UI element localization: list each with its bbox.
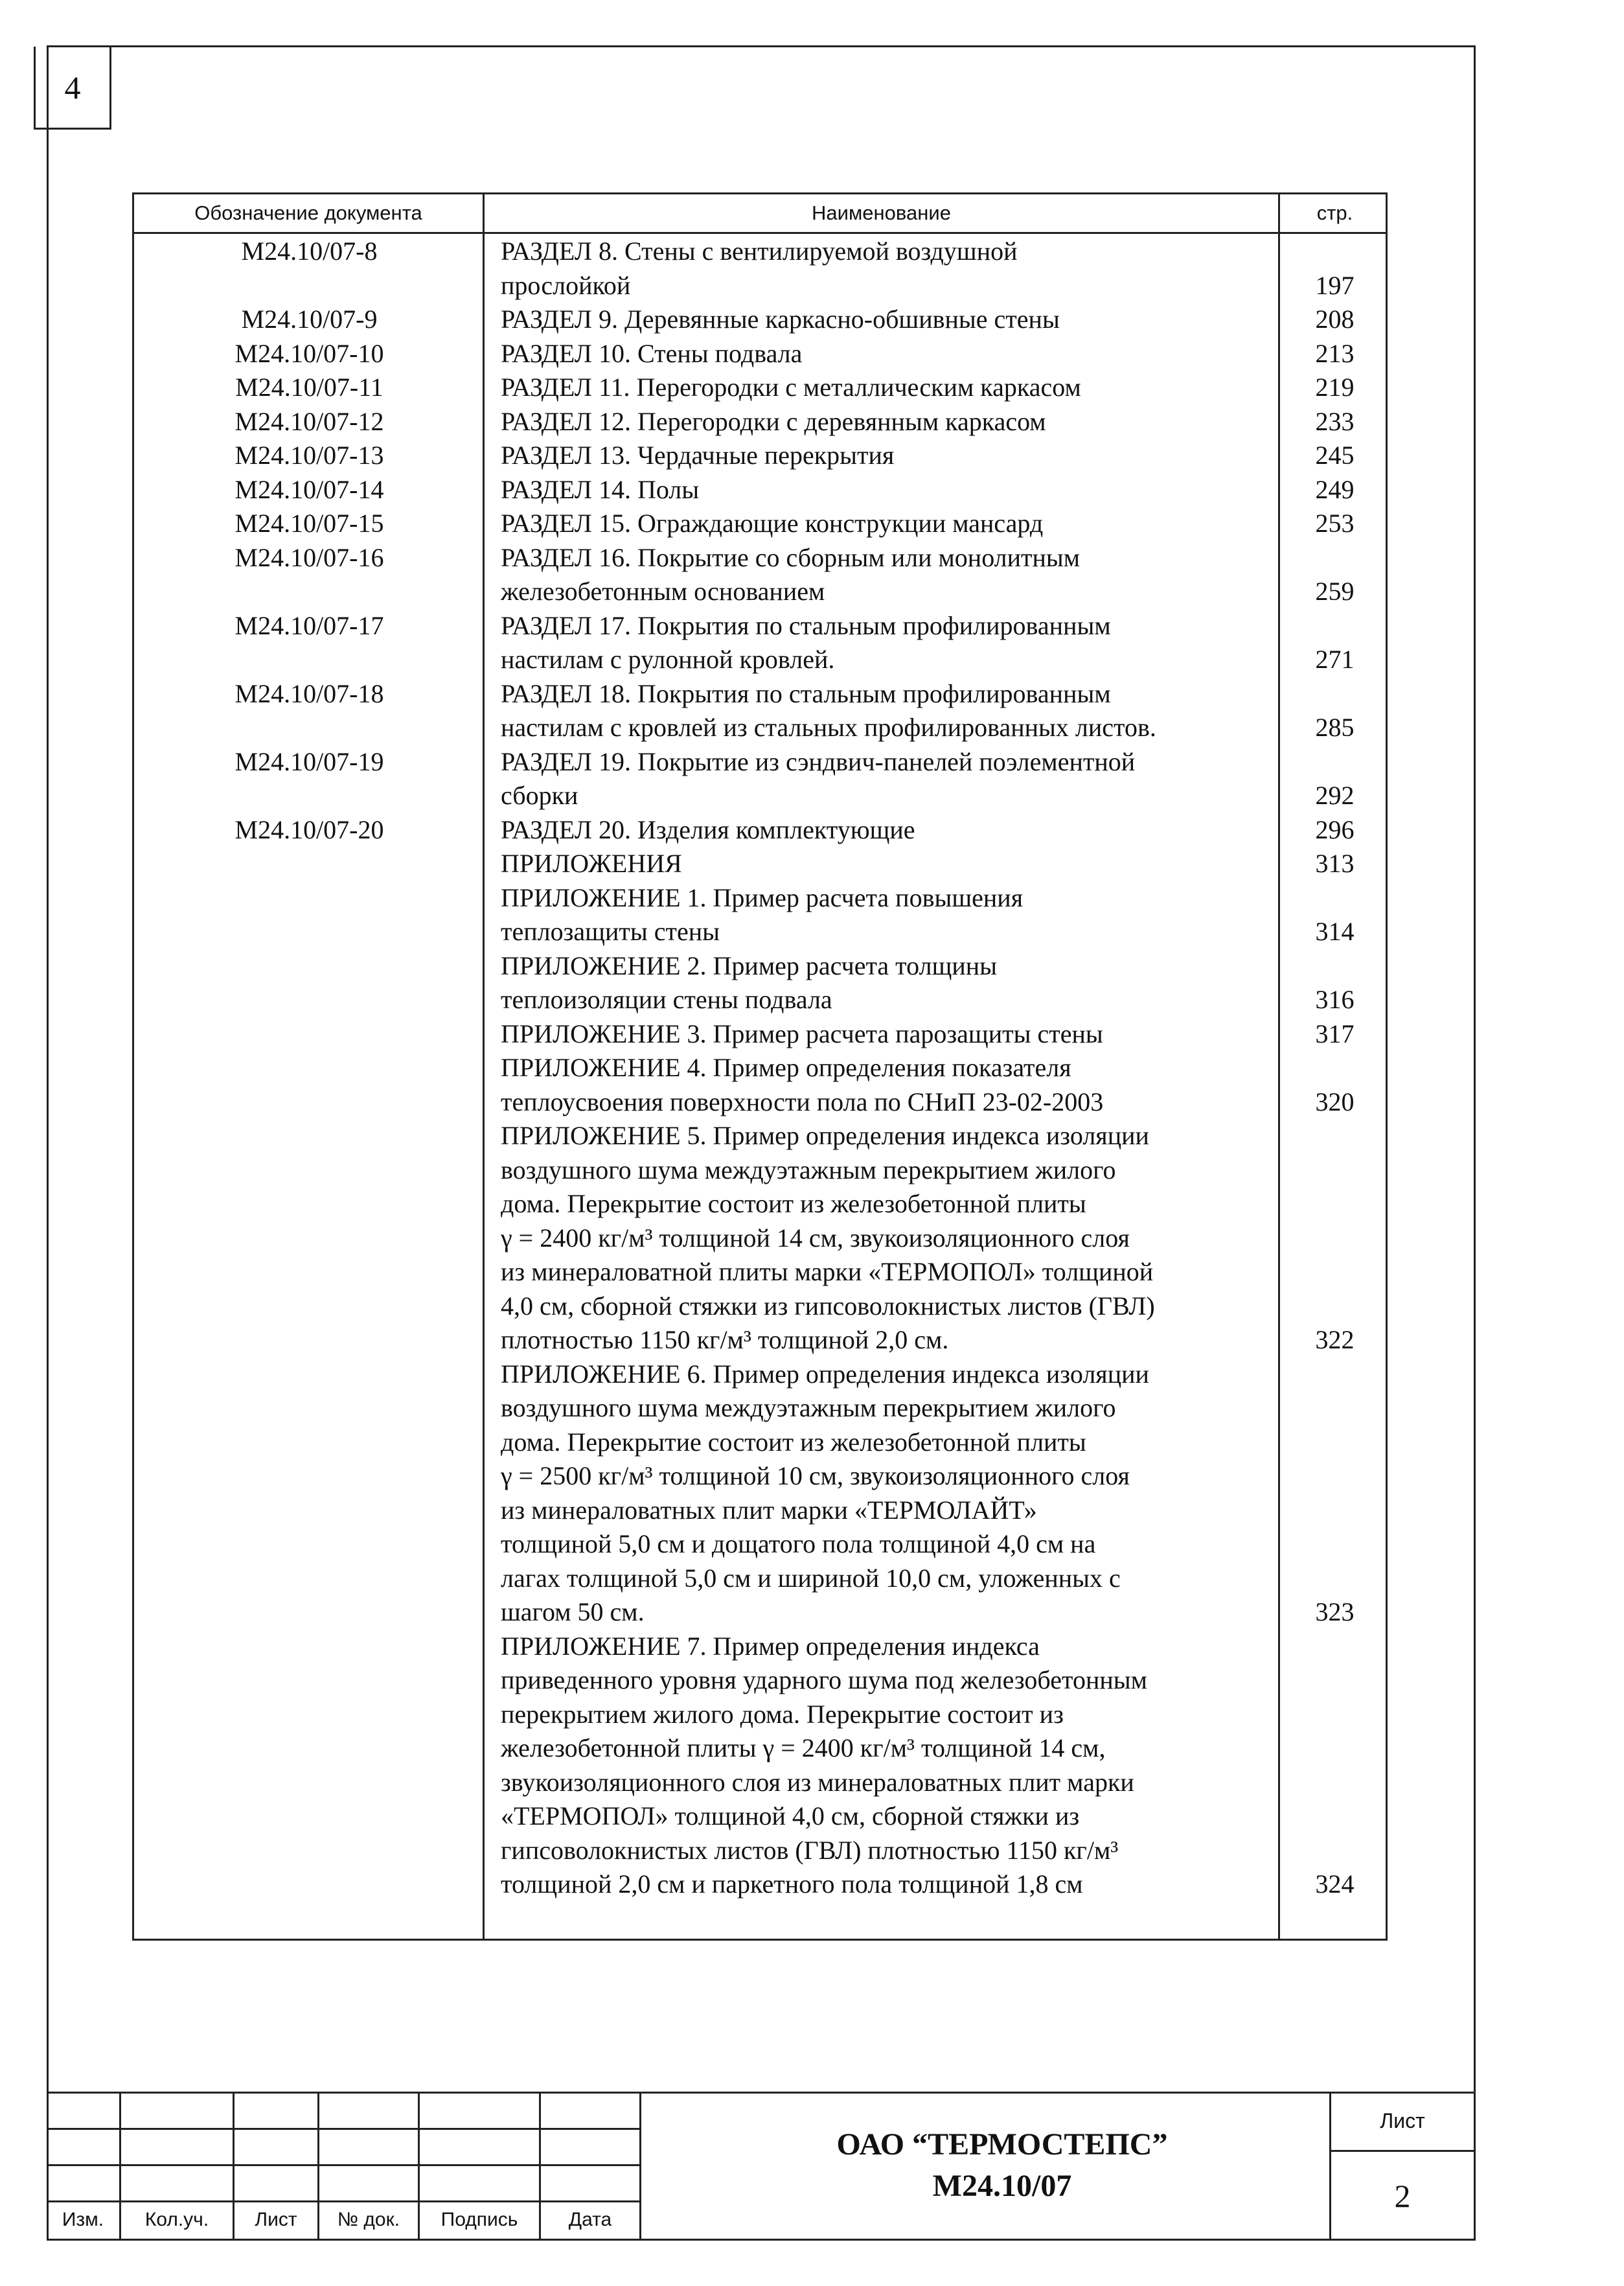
document-code-cell [134,1119,485,1357]
document-code-cell: М24.10/07-11 [235,373,383,402]
page-number-cell: 259 [1315,577,1355,606]
document-code-cell: М24.10/07-18 [234,678,384,708]
table-row [134,609,1390,677]
table-row [134,1357,1390,1630]
table-row [134,405,1390,439]
table-row [134,813,1390,848]
sheet-label: Лист [1380,2108,1425,2132]
page-number-cell: 320 [1315,1087,1355,1116]
organization-title [639,2124,1365,2207]
table-row [134,507,1390,541]
title-block-rule [47,2092,1476,2094]
document-code-cell [134,1357,485,1630]
table-row [134,371,1390,405]
table-row [134,847,1390,881]
document-code-cell: М24.10/07-13 [234,441,384,470]
table-row [134,541,1390,609]
document-code-cell [134,1017,485,1052]
title-block [47,2092,1476,2241]
sheet-number: 2 [1394,2178,1411,2214]
section-name-cell: ПРИЛОЖЕНИЯ [501,849,682,878]
page-number-cell: 285 [1315,713,1355,742]
page-number-cell: 197 [1315,270,1355,300]
header-divider [134,232,1386,234]
label-signature: Подпись [440,2209,518,2230]
page-number-cell: 317 [1315,1019,1355,1048]
section-name-cell: РАЗДЕЛ 17. Покрытия по стальным профилированным настилам с рулонной кровлей. [501,610,1111,674]
document-code-cell: М24.10/07-17 [234,610,384,640]
page-number-cell: 316 [1315,985,1355,1014]
section-name-cell: РАЗДЕЛ 11. Перегородки с металлическим каркасом [501,373,1081,402]
section-name-cell: ПРИЛОЖЕНИЕ 5. Пример определения индекса изоляции воздушного шума междуэтажным перекрытием жилого дома. Перекрытие состоит из железобетонной плиты γ = 2400 кг/м³ толщиной 14 см, звукоизоляционного слоя из минераловатной плиты марки «ТЕРМОПОЛ» толщиной 4,0 см, сборной стяжки из гипсоволокнистых листов (ГВЛ) плотностью 1150 кг/м³ толщиной 2,0 см. [501,1121,1155,1354]
table-row [134,439,1390,473]
table-row [134,1017,1390,1052]
section-name-cell: РАЗДЕЛ 19. Покрытие из сэндвич-панелей поэлементной сборки [501,746,1136,810]
table-row [134,949,1390,1017]
section-name-cell: ПРИЛОЖЕНИЕ 2. Пример расчета толщины теплоизоляции стены подвала [501,951,998,1014]
document-code-cell [134,949,485,1017]
organization-name: ОАО “ТЕРМОСТЕПС” [836,2127,1168,2162]
page-number-cell: 208 [1315,305,1355,334]
header-name: Наименование [812,202,951,224]
header-page: стр. [1316,202,1353,224]
page-number-cell: 253 [1315,509,1355,538]
table-row [134,1119,1390,1357]
section-name-cell: ПРИЛОЖЕНИЕ 1. Пример расчета повышения теплозащиты стены [501,883,1024,946]
section-name-cell: РАЗДЕЛ 8. Стены с вентилируемой воздушной прослойкой [501,237,1018,300]
document-code-cell [134,1051,485,1119]
document-code-cell: М24.10/07-19 [234,746,384,776]
document-code-cell: М24.10/07-14 [234,474,384,504]
page-number-cell: 323 [1315,1597,1355,1626]
page-number-cell: 219 [1315,373,1355,402]
section-name-cell: РАЗДЕЛ 9. Деревянные каркасно-обшивные стены [501,305,1060,334]
table-row [134,235,1390,303]
table-row [134,1630,1390,1902]
document-code-cell [134,881,485,949]
section-name-cell: РАЗДЕЛ 10. Стены подвала [501,338,803,368]
document-code: М24.10/07 [932,2169,1072,2203]
section-name-cell: РАЗДЕЛ 16. Покрытие со сборным или монолитным железобетонным основанием [501,542,1081,606]
document-code-cell: М24.10/07-9 [241,305,378,334]
header-designation: Обозначение документа [194,202,422,224]
page-number-cell: 249 [1315,474,1355,504]
table-row [134,677,1390,745]
document-code-cell: М24.10/07-20 [234,814,384,844]
page-number-cell: 245 [1315,441,1355,470]
section-name-cell: ПРИЛОЖЕНИЕ 3. Пример расчета парозащиты стены [501,1019,1103,1048]
label-sheet: Лист [255,2209,297,2230]
section-name-cell: РАЗДЕЛ 12. Перегородки с деревянным каркасом [501,406,1046,436]
document-code-cell [134,1630,485,1902]
title-block-rule [47,2128,639,2130]
table-row [134,881,1390,949]
section-name-cell: ПРИЛОЖЕНИЕ 7. Пример определения индекса приведенного уровня ударного шума под железобетонным перекрытием жилого дома. Перекрытие состоит из железобетонной плиты γ = 2400 кг/м³ толщиной 14 см, звукоизоляционного слоя из минераловатных плит марки «ТЕРМОПОЛ» толщиной 4,0 см, сборной стяжки из гипсоволокнистых листов (ГВЛ) плотностью 1150 кг/м³ толщиной 2,0 см и паркетного пола толщиной 1,8 см [501,1631,1147,1899]
page-number-cell: 313 [1315,849,1355,878]
table-row [134,473,1390,507]
section-name-cell: РАЗДЕЛ 14. Полы [501,474,700,504]
page-number-cell: 292 [1315,781,1355,810]
page-number-cell: 213 [1315,338,1355,368]
document-code-cell: М24.10/07-10 [234,338,384,368]
document-code-cell [134,847,485,881]
contents-table [132,192,1388,1941]
section-name-cell: ПРИЛОЖЕНИЕ 6. Пример определения индекса изоляции воздушного шума междуэтажным перекрытием жилого дома. Перекрытие состоит из железобетонной плиты γ = 2500 кг/м³ толщиной 10 см, звукоизоляционного слоя из минераловатных плит марки «ТЕРМОЛАЙТ» толщиной 5,0 см и дощатого пола толщиной 4,0 см на лагах толщиной 5,0 см и шириной 10,0 см, уложенных с шагом 50 см. [501,1359,1149,1626]
table-row [134,337,1390,371]
table-row [134,1051,1390,1119]
document-code-cell: М24.10/07-16 [234,542,384,572]
page-number-cell: 233 [1315,406,1355,436]
document-code-cell: М24.10/07-8 [241,237,378,266]
page-number-cell: 271 [1315,645,1355,674]
title-block-rule [47,2164,639,2166]
page-corner-number: 4 [34,47,111,130]
section-name-cell: РАЗДЕЛ 20. Изделия комплектующие [501,814,915,844]
table-row [134,745,1390,813]
section-name-cell: РАЗДЕЛ 18. Покрытия по стальным профилированным настилам с кровлей из стальных профилированных листов. [501,678,1156,742]
label-doc-number: № док. [337,2209,400,2230]
document-code-cell: М24.10/07-15 [234,509,384,538]
table-row [134,303,1390,337]
label-count: Кол.уч. [144,2209,209,2230]
page-number-cell: 322 [1315,1325,1355,1354]
section-name-cell: РАЗДЕЛ 13. Чердачные перекрытия [501,441,895,470]
page-number-cell: 314 [1315,917,1355,946]
label-change: Изм. [62,2209,104,2230]
contents-rows [134,235,1390,1902]
section-name-cell: ПРИЛОЖЕНИЕ 4. Пример определения показателя теплоусвоения поверхности пола по СНиП 23-02-2003 [501,1053,1104,1116]
page-number-cell: 324 [1315,1869,1355,1899]
page-number-cell: 296 [1315,814,1355,844]
document-code-cell: М24.10/07-12 [234,406,384,436]
section-name-cell: РАЗДЕЛ 15. Ограждающие конструкции мансард [501,509,1044,538]
label-date: Дата [568,2209,612,2230]
